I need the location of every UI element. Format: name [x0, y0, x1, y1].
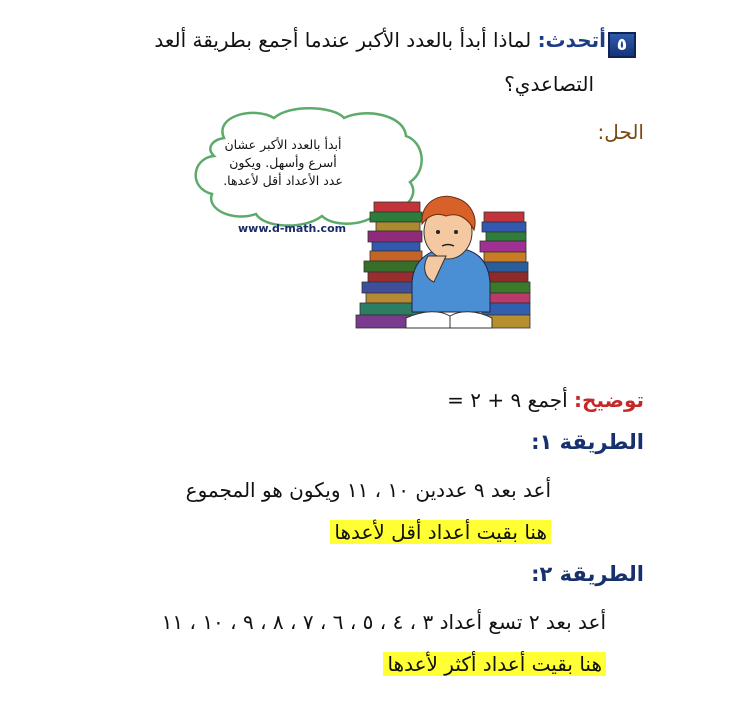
method-2-title: الطريقة ٢: — [531, 562, 644, 586]
method-1-title: الطريقة ١: — [531, 430, 644, 454]
bubble-line-2: أسرع وأسهل. ويكون — [229, 155, 337, 170]
question-line-2: التصاعدي؟ — [504, 72, 594, 96]
question-number-badge: ٥ — [608, 32, 636, 58]
bubble-line-1: أبدأ بالعدد الأكبر عشان — [224, 137, 342, 152]
method-1-text: أعد بعد ٩ عددين ١٠ ، ١١ ويكون هو المجموع — [185, 478, 551, 502]
student-figure — [412, 196, 490, 312]
question-line-1 — [154, 28, 606, 52]
bubble-line-3: عدد الأعداد أقل لأعدها. — [223, 173, 343, 188]
question-keyword: أتحدث: — [537, 28, 606, 52]
method-1-highlight: هنا بقيت أعداد أقل لأعدها — [330, 520, 551, 544]
explanation-text: أجمع ٩ + ٢ = — [447, 388, 568, 412]
question-text-1: لماذا أبدأ بالعدد الأكبر عندما أجمع بطريقة ألعد — [154, 28, 532, 52]
method-2-highlight: هنا بقيت أعداد أكثر لأعدها — [383, 652, 606, 676]
thought-bubble-text — [200, 136, 366, 190]
open-book — [406, 312, 492, 328]
solution-label: الحل: — [597, 120, 644, 144]
explanation-keyword: توضيح: — [574, 388, 644, 412]
explanation-line — [447, 388, 644, 412]
method-2-text: أعد بعد ٢ تسع أعداد ٣ ، ٤ ، ٥ ، ٦ ، ٧ ، ٨ ، ٩ ، ١٠ ، ١١ — [161, 610, 606, 634]
site-watermark: www.d-math.com — [238, 222, 347, 235]
